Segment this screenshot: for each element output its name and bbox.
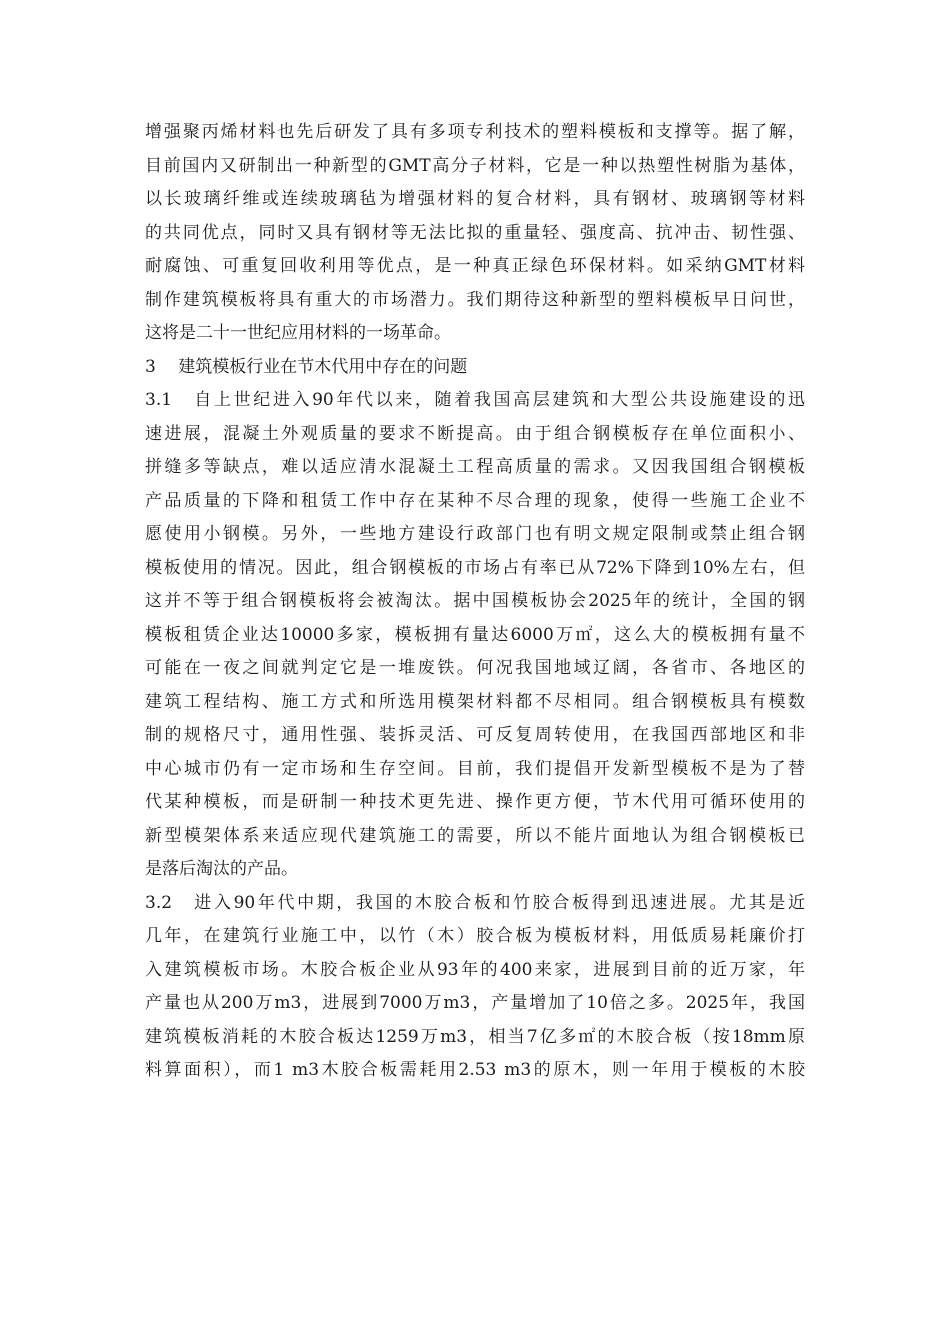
text-line: 拼缝多等缺点，难以适应清水混凝土工程高质量的需求。又因我国组合钢模板	[145, 457, 805, 477]
text-line: 耐腐蚀、可重复回收利用等优点，是一种真正绿色环保材料。如采纳GMT材料	[145, 256, 805, 276]
text-line: 制作建筑模板将具有重大的市场潜力。我们期待这种新型的塑料模板早日问世，	[145, 289, 805, 310]
text-line: 建筑工程结构、施工方式和所选用模架材料都不尽相同。组合钢模板具有模数	[145, 691, 805, 712]
text-line: 增强聚丙烯材料也先后研发了具有多项专利技术的塑料模板和支撑等。据了解，	[145, 122, 805, 142]
text-line: 模板使用的情况。因此，组合钢模板的市场占有率已从72%下降到10%左右，但	[145, 557, 805, 578]
text-line: 这并不等于组合钢模板将会被淘汰。据中国模板协会2025年的统计，全国的钢	[145, 591, 805, 611]
text-line: 模板租赁企业达10000多家，模板拥有量达6000万㎡，这么大的模板拥有量不	[145, 624, 805, 645]
text-line: 可能在一夜之间就判定它是一堆废铁。何况我国地域辽阔，各省市、各地区的	[145, 658, 805, 678]
text-line: 制的规格尺寸，通用性强、装拆灵活、可反复周转使用，在我国西部地区和非	[145, 725, 805, 745]
text-line: 代某种模板，而是研制一种技术更先进、操作更方便，节木代用可循环使用的	[145, 792, 805, 812]
text-line: 料算面积），而1 m3木胶合板需耗用2.53 m3的原木，则一年用于模板的木胶	[145, 1060, 805, 1080]
section-heading: 3 建筑模板行业在节木代用中存在的问题	[145, 356, 468, 377]
text-line: 产量也从200万m3，进展到7000万m3，产量增加了10倍之多。2025年，我国	[145, 993, 805, 1013]
text-line: 以长玻璃纤维或连续玻璃毡为增强材料的复合材料，具有钢材、玻璃钢等材料	[145, 189, 805, 209]
text-line: 目前国内又研制出一种新型的GMT高分子材料，它是一种以热塑性树脂为基体，	[145, 155, 805, 176]
text-line: 建筑模板消耗的木胶合板达1259万m3，相当7亿多㎡的木胶合板（按18mm原	[145, 1026, 805, 1047]
text-line: 速进展，混凝土外观质量的要求不断提高。由于组合钢模板存在单位面积小、	[145, 423, 805, 444]
text-line: 中心城市仍有一定市场和生存空间。目前，我们提倡开发新型模板不是为了替	[145, 758, 805, 779]
text-line: 新型模架体系来适应现代建筑施工的需要，所以不能片面地认为组合钢模板已	[145, 825, 805, 846]
text-line: 的共同优点，同时又具有钢材等无法比拟的重量轻、强度高、抗冲击、韧性强、	[145, 222, 805, 243]
text-line: 几年，在建筑行业施工中，以竹（木）胶合板为模板材料，用低质易耗廉价打	[145, 926, 805, 946]
text-line: 产品质量的下降和租赁工作中存在某种不尽合理的现象，使得一些施工企业不	[145, 490, 805, 511]
text-line: 3.1 自上世纪进入90年代以来，随着我国高层建筑和大型公共设施建设的迅	[145, 390, 805, 410]
text-line: 这将是二十一世纪应用材料的一场革命。	[145, 323, 451, 343]
body-text	[145, 116, 805, 1088]
text-line: 入建筑模板市场。木胶合板企业从93年的400来家，进展到目前的近万家，年	[145, 959, 805, 980]
text-line: 是落后淘汰的产品。	[145, 859, 298, 879]
text-line: 3.2 进入90年代中期，我国的木胶合板和竹胶合板得到迅速进展。尤其是近	[145, 892, 805, 913]
text-line: 愿使用小钢模。另外，一些地方建设行政部门也有明文规定限制或禁止组合钢	[145, 524, 805, 544]
